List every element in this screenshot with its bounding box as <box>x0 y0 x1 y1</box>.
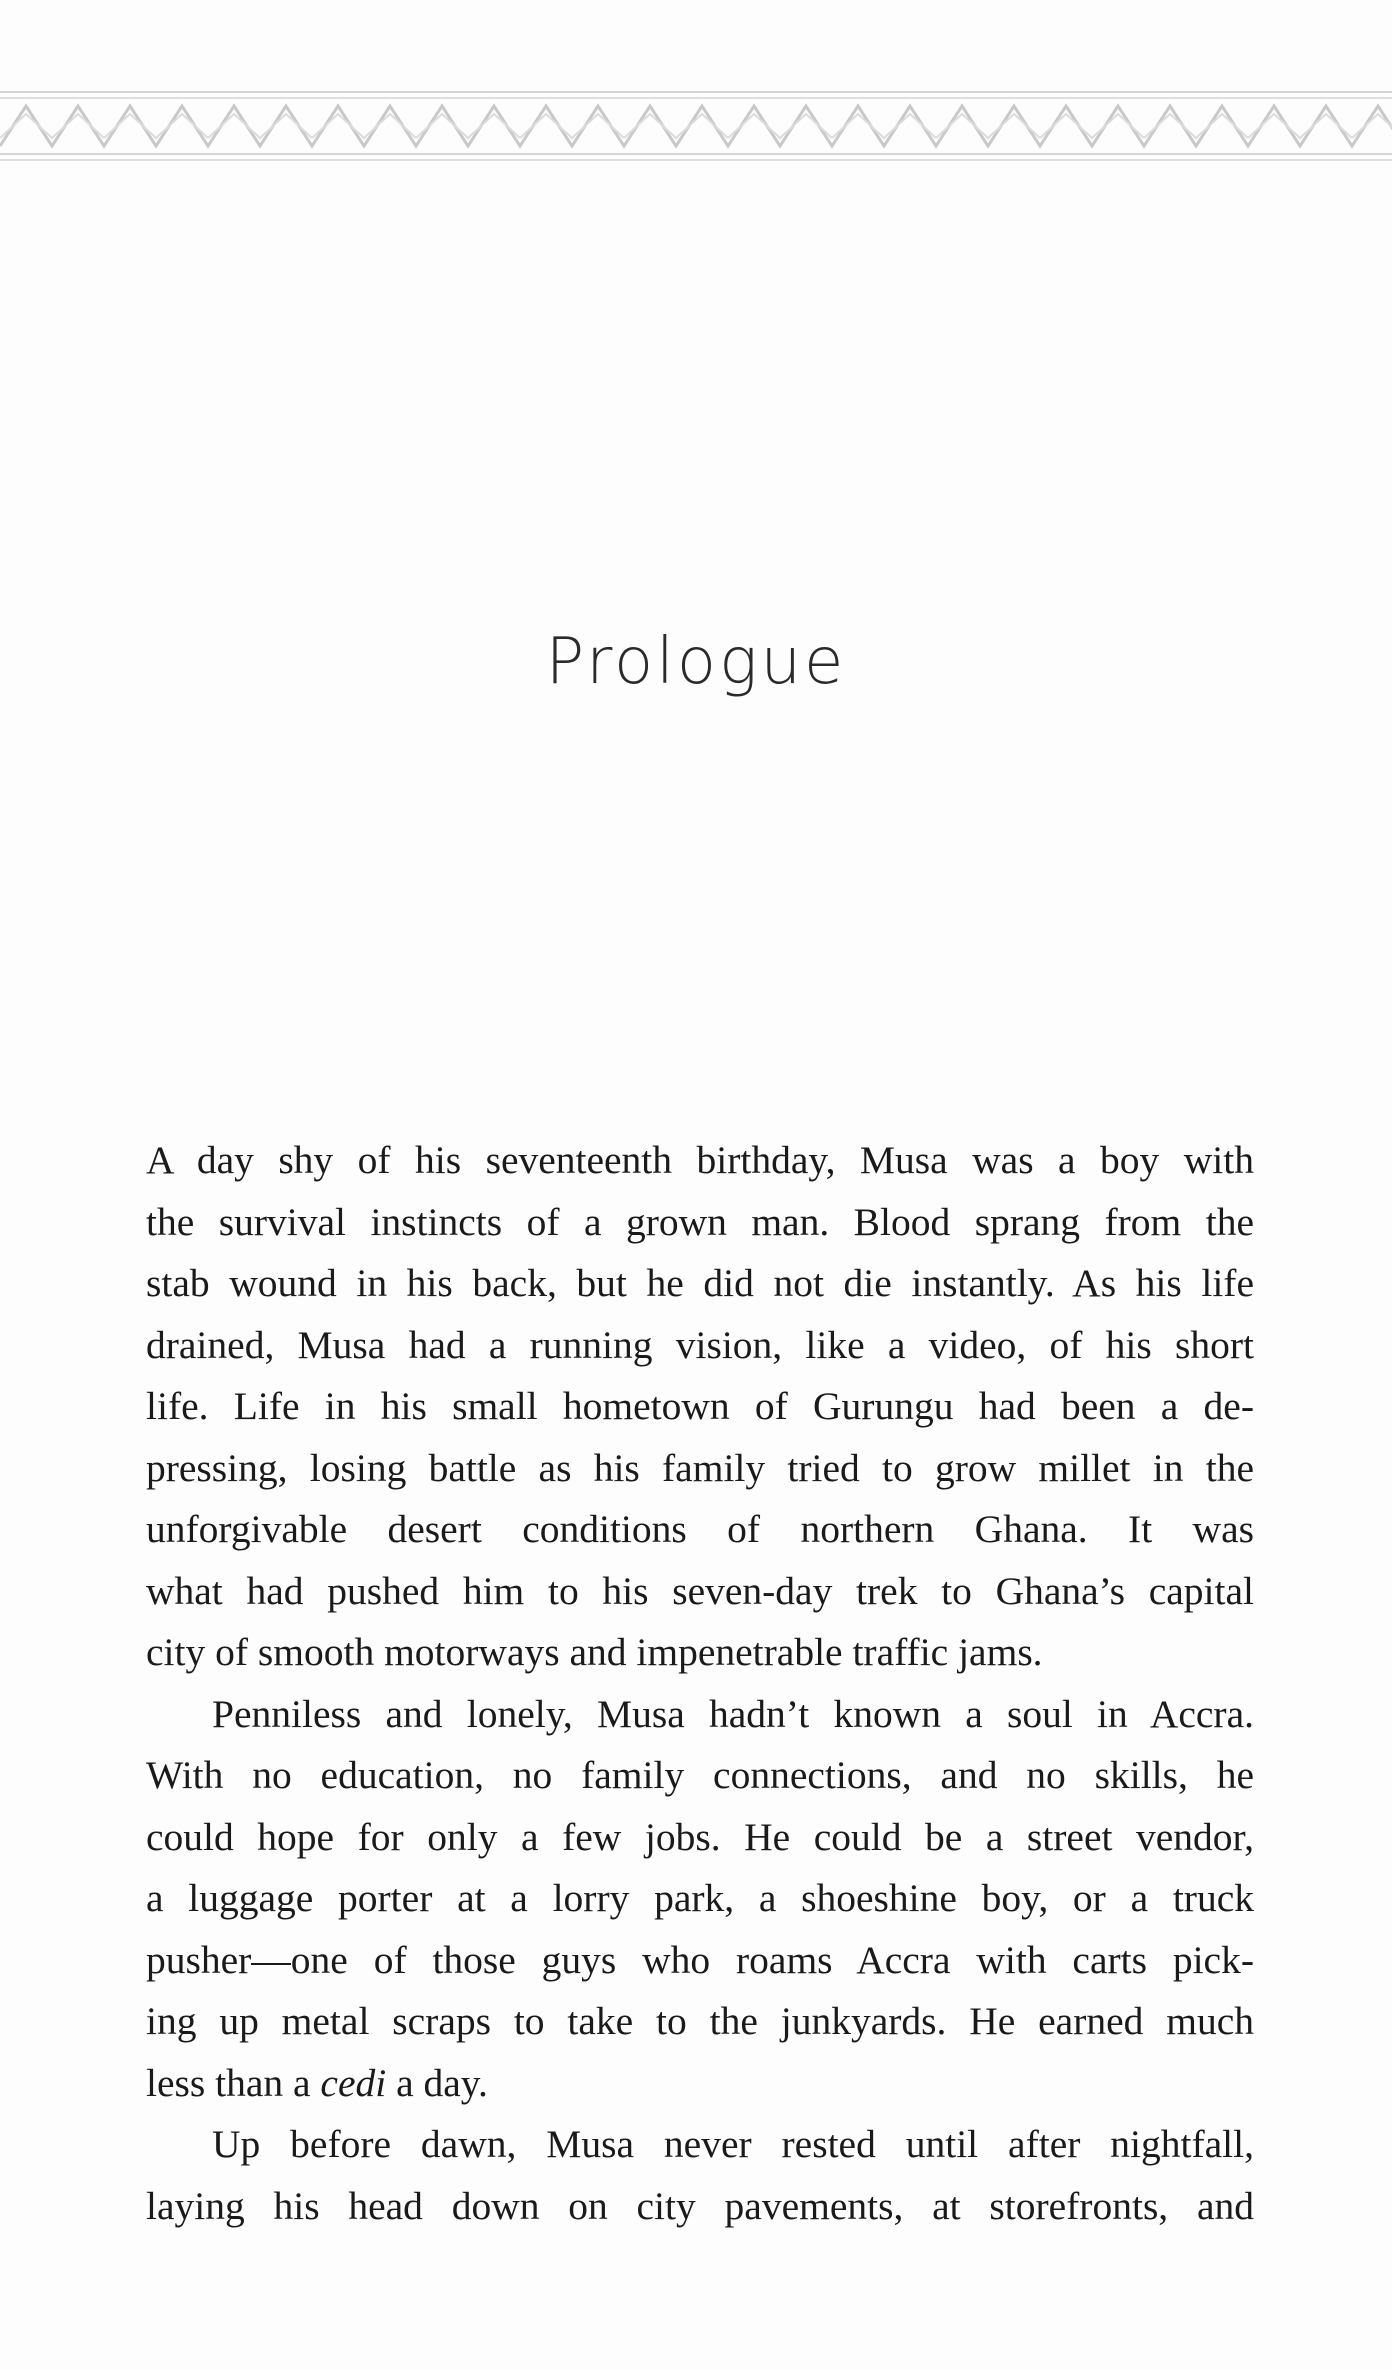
text-line-with-italic <box>146 2053 1254 2115</box>
paragraph-3 <box>146 2114 1254 2237</box>
text-line: the survival instincts of a grown man. Blood sprang from the <box>146 1199 1254 1244</box>
body-text <box>146 1130 1254 2237</box>
text-line: With no education, no family connections, and no skills, he <box>146 1753 1254 1797</box>
text-line: Penniless and lonely, Musa hadn’t known a soul in Accra. <box>212 1691 1254 1736</box>
zigzag-border-icon <box>0 84 1392 174</box>
text-line: Up before dawn, Musa never rested until after nightfall, <box>212 2122 1254 2166</box>
paragraph-1 <box>146 1130 1254 1684</box>
decorative-border <box>0 84 1392 174</box>
text-segment: a day. <box>386 2060 488 2105</box>
text-line: A day shy of his seventeenth birthday, Musa was a boy with <box>146 1138 1254 1182</box>
paragraph-2 <box>146 1684 1254 2115</box>
text-line: unforgivable desert conditions of northern Ghana. It was <box>146 1507 1254 1551</box>
text-segment: less than a <box>146 2060 321 2105</box>
text-line: what had pushed him to his seven-day trek to Ghana’s capital <box>146 1568 1254 1613</box>
text-line: laying his head down on city pavements, at storefronts, and <box>146 2183 1254 2228</box>
text-line: a luggage porter at a lorry park, a shoeshine boy, or a truck <box>146 1876 1254 1920</box>
text-line: ing up metal scraps to take to the junkyards. He earned much <box>146 1999 1254 2043</box>
chapter-title: Prologue <box>545 625 847 699</box>
text-line: stab wound in his back, but he did not die instantly. As his life <box>146 1261 1254 1305</box>
italic-word: cedi <box>320 2060 387 2105</box>
text-line: pressing, losing battle as his family tried to grow millet in the <box>146 1445 1254 1490</box>
text-line: drained, Musa had a running vision, like a video, of his short <box>146 1322 1254 1367</box>
text-line: life. Life in his small hometown of Gurungu had been a de- <box>146 1384 1254 1428</box>
text-line: pusher—one of those guys who roams Accra with carts pick- <box>146 1937 1254 1982</box>
text-line: could hope for only a few jobs. He could be a street vendor, <box>146 1814 1254 1859</box>
text-line: city of smooth motorways and impenetrable traffic jams. <box>146 1630 1043 1674</box>
